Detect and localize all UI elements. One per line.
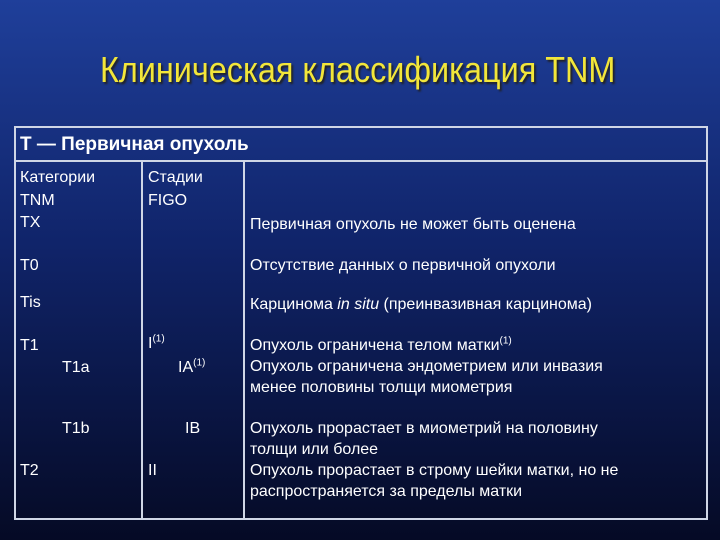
col2-header-line2: FIGO [148,192,188,209]
row-tis-desc-a: Карцинома [250,296,338,313]
table-border-top [14,126,708,128]
row-t2-desc-line1: Опухоль прорастает в строму шейки матки, но не [250,462,619,479]
row-t1-figo [148,334,165,354]
row-t1a-figo-value: IA [178,359,194,376]
table-border-left [14,126,16,520]
row-t1-desc-text: Опухоль ограничена телом матки [250,337,500,354]
row-t1b-desc-line1: Опухоль прорастает в миометрий на половину [250,420,598,437]
table-border-right [706,126,708,520]
table-border-bottom [14,518,708,520]
row-t2-figo: II [148,462,157,479]
row-t1b-tnm: T1b [62,420,90,437]
row-t1-figo-value: I [148,335,153,352]
table-header: T — Первичная опухоль [20,134,249,155]
row-t1b-desc-line2: толщи или более [250,441,379,458]
row-t1a-figo [178,358,205,378]
col1-header-line2: TNM [20,192,55,209]
row-tx-tnm: TX [20,214,41,231]
row-t2-desc-line2: распространяется за пределы матки [250,483,523,500]
row-t1-desc [250,336,512,356]
column-divider-1 [141,160,143,520]
row-tis-desc [250,295,592,315]
column-divider-2 [243,160,245,520]
row-tis-desc-italic: in situ [337,296,380,313]
slide-title: Клиническая классификация TNM [100,49,616,90]
row-t2-tnm: T2 [20,462,39,479]
row-tis-desc-b: (преинвазивная карцинома) [379,296,592,313]
row-t1a-figo-sup: (1) [193,357,206,369]
row-t0-tnm: T0 [20,257,39,274]
row-t1a-tnm: T1a [62,359,90,376]
row-tis-tnm: Tis [20,294,41,311]
row-t1-figo-sup: (1) [152,333,165,345]
row-t1b-figo: IB [185,420,201,437]
row-t1a-desc-line1: Опухоль ограничена эндометрием или инвазия [250,358,603,375]
col2-header-line1: Стадии [148,169,203,186]
row-t1-tnm: T1 [20,337,39,354]
row-t1-desc-sup: (1) [499,335,512,347]
col1-header-line1: Категории [20,169,96,186]
row-tx-desc: Первичная опухоль не может быть оценена [250,216,576,233]
row-t1a-desc-line2: менее половины толщи миометрия [250,379,513,396]
row-t0-desc: Отсутствие данных о первичной опухоли [250,257,556,274]
header-divider [14,160,708,162]
